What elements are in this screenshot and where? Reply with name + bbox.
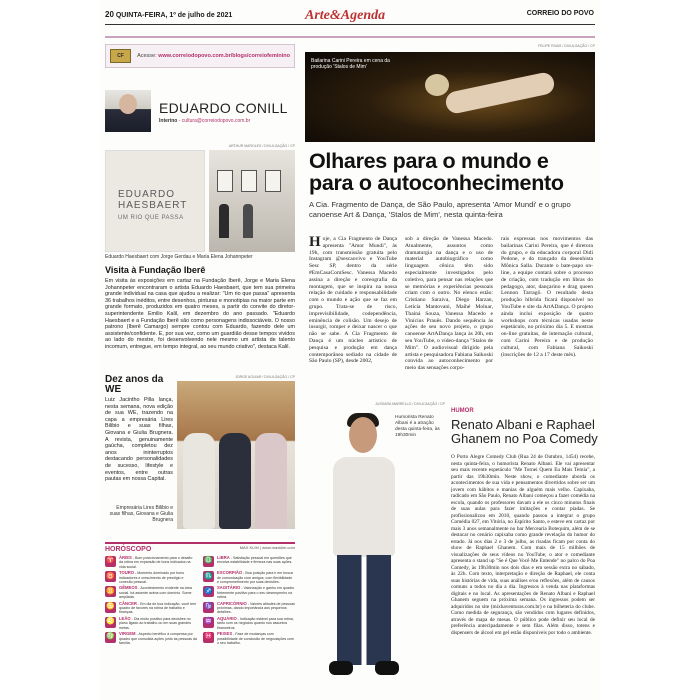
libra-icon: ♎ — [203, 556, 214, 567]
painting — [241, 170, 257, 192]
sagittarius-icon: ♐ — [203, 586, 214, 597]
page-header — [100, 8, 600, 22]
columnist-photo — [105, 90, 151, 132]
we-headline: Dez anos da WE — [105, 374, 164, 395]
horoscope-sign: ♓ PEIXES - Fase de mudanças com possibilidade de conclusão de negociações com o seu trabalho. — [204, 631, 294, 645]
newspaper-page — [100, 0, 600, 700]
section-title: Arte&Agenda — [305, 8, 386, 23]
header-accent-rule — [105, 36, 595, 38]
aries-icon: ♈ — [105, 556, 116, 567]
horoscope-title: HORÓSCOPO — [105, 542, 295, 552]
humor-body: O Porto Alegre Comedy Club (Rua 24 de Outubro, 1454) recebe, nesta quinta-feira, o humorista Renato Albani. Ele vai apresentar seu mais recente espetáculo "Me Tornei Quem Eu Mais Temia", a partir das 19h30min. Neste show, o comediante aborda os acontecimentos de sua vida e pensamentos divertidos sobre ser um jovem com hábitos e manias de alguém mais velho. Capixaba, radicado em São Paulo, Renato Albani começou a fazer comédia na escola, quando os professores davam a ele os cinco minutos finais de suas aulas para fazer imitações e contar piadas. Se profissionalizou em 2010, quando passou a integrar o grupo Comédia 027, em Vitória, no Espírito Santo, e esteve em cartaz por mais 3 anos semanalmente no bar Mercearia Botequim, além de se destacar no cenário capixaba como grande revelação do humor do estado. Já nos dias 2 e 3 de julho, as risadas ficam por conta do show de Raphael Ghanem. Com mais de 15 milhões de visualizações de seus vídeos no YouTube, o ator e comediante apresenta o stand up "Se é Que Você Me Entende" no palco do Poa Comedy, às 19h30min nos dois dias e em sessão extra no sábado, às 22h. Com texto, interpretação e direção de Raphael, ele conta suas histórias de vida, suas análises e/ou reflexões, além de causos comuns a todos no dia a dia. Ingressos à venda nas plataformas digitais e no local. As apresentações de Renato Albani e Raphael Ghanem seguem na próxima semana. Os ingressos podem ser adquiridos no site (mixhaventuras.com.br) e na bilheteria do clube. Como medida de segurança, são vendidos com lugares definidos, através de mapa de mesas. O público pode definir seu local de preferência antecipadamente e sem filas. Além disso, totens e dispensers de álcool em gel estão disponíveis por todo o ambiente. — [451, 454, 595, 636]
taurus-icon: ♉ — [105, 571, 116, 582]
comedian-shirt — [333, 457, 395, 557]
photo-credit: FELIPE RIVAS / DIVULGAÇÃO / CP — [538, 44, 595, 48]
humor-tag: HUMOR — [451, 408, 474, 414]
drop-cap: H — [309, 234, 321, 250]
expo-wall-photo — [105, 150, 205, 252]
dancer-hair — [425, 74, 449, 96]
horoscope-sign: ♈ ÁRIES - Bom posicionamento para o desafio da rotina em expansão de bons indicados na vida social. — [106, 555, 193, 569]
horoscope-byline: MAX KLIM | www.maxklim.com — [239, 545, 295, 550]
comedian-shoe — [375, 661, 399, 675]
humor-headline: Renato Albani e Raphael Ghanem no Poa Comedy — [451, 417, 598, 446]
horoscope-grid — [105, 556, 295, 645]
expo-subhead: Visita à Fundação Iberê — [105, 265, 206, 275]
article-column-2: sob a direção de Vanessa Macedo. Atualmente, assuntos como dramaturgia na dança e o uso de material autobiográfico como linguagem cênica têm sido especialmente investigados pelo coletivo, para pensar nas relações que se memórias e experiências pessoais criam com o outro. No elenco estão: Cristiano Saraiva, Diego Harzan, Letícia Mantovani, Maíhé Molnar, Thainá Souza, Vanessa Macedo e Vinícius Prauês. Dando sequência às ações de seu novo projeto, o grupo canoense ArtADança lança às 20h, em seu YouTube, o vídeo-dança "Stalos de Mim". O audiovisual dirigido pela artista e pesquisadora Fabiana Saikoski convida ao autoconhecimento por meio das sensações corpo- — [405, 236, 493, 372]
person-figure — [219, 433, 251, 529]
comedian-caption: Humorista Renato Albani é a atração desta quinta-feira, às 19h30min — [395, 415, 440, 438]
page-number-date — [105, 10, 232, 19]
expo-wall-subtitle: UM RIO QUE PASSA — [118, 215, 184, 221]
expo-people-photo — [209, 150, 295, 252]
person-figure — [183, 433, 215, 529]
banner-label: Acesse: — [137, 53, 157, 59]
comedian-legs — [337, 555, 391, 665]
leo-icon: ♌ — [105, 617, 116, 628]
dance-photo — [305, 52, 595, 142]
person-figure — [243, 204, 253, 238]
columnist-email[interactable]: cultura@correiodopovo.com.br — [181, 118, 251, 124]
banner-url-link[interactable]: www.correiodopovo.com.br/blogs/correiofeminino — [158, 53, 290, 59]
gemini-icon: ♊ — [105, 586, 116, 597]
expo-caption: Eduardo Haesbaert com Jorge Gerdau e Maria Elena Johannpeter — [105, 254, 253, 260]
we-caption: Empresária Lires Bilibio e suas filhas, Giovana e Giulia Brugnera — [109, 505, 173, 523]
we-cover-photo — [177, 381, 295, 529]
aquarius-icon: ♒ — [203, 617, 214, 628]
correio-feminino-logo: CF — [110, 49, 131, 63]
horoscope-sign: ♋ CÂNCER - Em dia de boa indicação, você tem quadro de favores na rotina de trabalho e finanças. — [106, 600, 197, 615]
virgo-icon: ♍ — [105, 632, 116, 643]
pisces-icon: ♓ — [203, 632, 214, 643]
we-body: Luiz Jacintho Pilla lança, nesta semana, nova edição de sua WE, trazendo na capa a empresária Lires Bilibio e suas filhas, Giovana e Giulia Brugnera. A revista, genuinamente gaúcha, completou dez anos ininterruptos destacando personalidades de sucesso, lifestyle e eventos, entre outras pautas em nossa Capital. — [105, 397, 173, 483]
person-figure — [219, 204, 229, 238]
photo-credit: JORGE AGUIAR / DIVULGAÇÃO / CP — [235, 375, 295, 379]
horoscope-sign: ♐ SAGITÁRIO - Valorização e ganho em quadro fortemente positivo para o seu desempenho na rotina. — [204, 585, 295, 600]
painting — [217, 170, 233, 192]
main-article — [305, 44, 598, 636]
horoscope-sign: ♑ CAPRICÓRNIO - Valores atitudes de pessoas próximas, dando importância aos pequenos detalhes. — [204, 600, 295, 615]
page-date: QUINTA-FEIRA, 1º de julho de 2021 — [115, 12, 233, 19]
article-column-1: Hoje, a Cia Fragmento de Dança apresenta "Amor Mundi", às 19h, com transmissão gratuita pelo Instagram @sescaovivo e YouTube Sesc SP, dentro da série #EmCasaComSesc. Vanessa Macedo assina a direção e coreografia da montagem, que se inspira na nossa relação de cuidado e responsabilidade com o mundo e ação que se faz em grupo. Trata-se de risco, imprevisibilidade, codependência, eminência de colisão. Um desejo de insurgir, romper e deixar nascer o que não se sabe. A Cia Fragmento de Dança é um núcleo artístico de pesquisa e produção em dança contemporânea sediado na cidade de São Paulo (SP), desde 2002, — [309, 234, 397, 365]
columnist-contact: Interino - cultura@correiodopovo.com.br — [159, 118, 251, 124]
article-deck: A Cia. Fragmento de Dança, de São Paulo, apresenta 'Amor Mundi' e o grupo canoense Art & Dança, 'Stalos de Mim', nesta quinta-feira — [309, 200, 571, 219]
left-column — [105, 44, 295, 221]
newspaper-brand: CORREIO DO POVO — [526, 10, 594, 17]
horoscope-sign: ♎ LIBRA - Satisfação pessoal em questões que envolva estabilidade e firmeza nas suas ações. — [203, 556, 295, 569]
columnist-block — [105, 90, 295, 132]
blog-banner — [105, 44, 295, 68]
photo-credit: JUSSARA MARRELLO / DIVULGAÇÃO / CP — [375, 402, 445, 406]
article-column-3: rais expressas nos movimentos das bailarinas Carini Pereira, que é diretora do grupo, e da educadora corporal Didi Pedone, e do trançado da desenhista Mônica Salla. Durante o bate-papo on-line, a equipe contará sobre o processo de criação, com tradução em libras do pedagogo, ator, dançarino e drag queen Lennon Tarragô. O resultado desta produção híbrida ficará disponível no YouTube e site da ArtADança. O projeto ainda inclui exposição de quatro workshops com técnicas usadas neste espetáculo, no próximo dia 5. E mostras on-line gratuitas, de internação cultural, com Carini Pereira e de produção cultural, com Fabiana Saikoski (inscrições de 12 a 17 deste mês). — [501, 236, 593, 358]
capricorn-icon: ♑ — [203, 602, 214, 613]
horoscope-sign: ♉ TOURO - Momento dominado por bons indicadores e crescimento de prestígio e conexão pessoal. — [106, 570, 184, 585]
photo-credit: ARTHUR MAROLES / DIVULGAÇÃO / CP — [228, 144, 295, 148]
comedian-shoe — [329, 661, 353, 675]
columnist-role: Interino — [159, 118, 178, 124]
article-headline: Olhares para o mundo e para o autoconhecimento — [309, 149, 564, 195]
comedian-head — [349, 417, 377, 453]
horoscope-sign: ♏ ESCORPIÃO - Boa posição para ir em busca de comunicação com amigos, com flexibilidade e comprometimento por suas decisões. — [204, 570, 293, 585]
painting — [265, 170, 281, 192]
horoscope-sign: ♍ VIRGEM - Aspecto benéfico à compensa por quadro que consolida ações junto às pessoas da família. — [106, 631, 197, 645]
cancer-icon: ♋ — [105, 602, 116, 613]
page-number: 20 — [105, 10, 114, 19]
header-rule — [105, 24, 595, 25]
columnist-name: EDUARDO CONILL — [159, 100, 288, 116]
dancer-figure — [444, 71, 556, 115]
comedian-photo — [305, 409, 445, 699]
expo-wall-text: EDUARDO HAESBAERT — [118, 189, 188, 211]
horoscope-block — [105, 542, 295, 697]
scorpio-icon: ♏ — [203, 571, 214, 582]
we-block — [105, 375, 295, 535]
horoscope-sign: ♌ LEÃO - Dia muito positivo para decisões no plano ligado ao trabalho ou em suas grandes metas. — [106, 615, 191, 630]
horoscope-sign: ♊ GÊMEOS - Acontecimento evidente na área social. Irá assente acima com domínio. Some ampliada. — [106, 585, 192, 600]
horoscope-sign: ♒ AQUÁRIO - Indicação estável para sua rotina, tanto com os negócios quanto nos assuntos financeiros. — [204, 615, 294, 630]
person-figure — [255, 433, 287, 529]
dance-photo-caption: Bailarina Carini Pereira em cena da produção 'Stalos de Mim' — [311, 58, 390, 70]
expo-body: Em visita às exposições em cartaz na Fundação Iberê, Jorge e Maria Elena Johannpeter encontraram o artista Eduardo Haesbaert, que tem sua primeira grande individual na casa que ajudou a realizar: "Um rio que passa" apresenta 36 trabalhos inéditos, entre desenhos, pinturas e monotipias na maior parte em grande formato, produzidos em quatro meses, a partir do convite do diretor-superintendente Emilio Kalil, em dezembro do ano passado. "Eduardo Haesbaert e a Fundação Iberê são como personagens indissociáveis. O nosso patrono (Iberê Camargo) sempre contou com Eduardo, fazendo dele um assistente/confidente. E, por sua vez, como um guardião desse tempos vividos ao lado do mestre, foi desenvolvendo nele mesmo um artista de talento incomum, entregue, em tempo integral, ao seu mundo criativo", destaca Kalil. — [105, 278, 295, 350]
